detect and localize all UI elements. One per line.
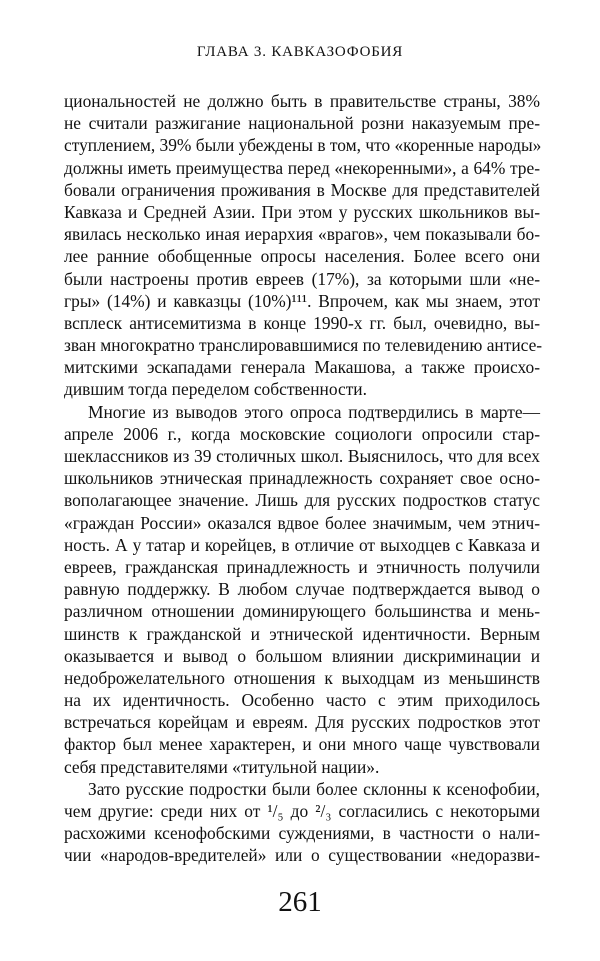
text-line: Зато русские подростки были более склонны к ксенофобии, — [88, 778, 540, 799]
running-head: ГЛАВА 3. КАВКАЗОФОБИЯ — [196, 44, 404, 60]
text-line: зван многократно транслировавшимися по телевидению антисе- — [64, 335, 543, 356]
text-line: равную поддержку. В любом случае подтверждается вывод о — [64, 579, 540, 600]
text-line: не считали разжигание национальной розни наказуемым пре- — [64, 113, 540, 134]
text-line: были настроены против евреев (17%), за которыми шли «не- — [64, 268, 540, 289]
text-line: расхожими ксенофобскими суждениями, в частности о нали- — [64, 823, 540, 844]
text-line: различном отношении доминирующего большинства и мень- — [64, 601, 540, 622]
text-line: оказывается и вывод о большом влиянии дискриминации и — [64, 645, 540, 666]
text-line: явилась несколько иная иерархия «врагов», чем показывали бо- — [64, 224, 540, 245]
text-line: должны иметь преимущества перед «некоренными», а 64% тре- — [64, 157, 540, 178]
page-body — [64, 90, 543, 867]
text-line: «граждан России» оказался вдвое более значимым, чем этнич- — [64, 512, 540, 533]
text-line: апреле 2006 г., когда московские социологи опросили стар- — [64, 423, 540, 444]
text-line: чии «народов-вредителей» или о существовании «недоразви- — [64, 845, 540, 866]
text-line: ность. А у татар и корейцев, в отличие от выходцев с Кавказа и — [64, 534, 540, 555]
text-line: всплеск антисемитизма в конце 1990-х гг. был, очевидно, вы- — [64, 312, 540, 333]
text-line: дившим тогда переделом собственности. — [64, 379, 367, 400]
text-line: бовали ограничения проживания в Москве для представителей — [64, 179, 540, 200]
text-line: ступлением, 39% были убеждены в том, что «коренные народы» — [64, 135, 542, 156]
text-line: гры» (14%) и кавказцы (10%)¹¹¹. Впрочем, как мы знаем, этот — [64, 290, 540, 311]
text-line: на их идентичность. Особенно часто с этим приходилось — [64, 690, 540, 711]
text-line: себя представителями «титульной нации». — [64, 756, 380, 777]
text-line: вополагающее значение. Лишь для русских подростков статус — [64, 490, 540, 511]
text-line: Кавказа и Средней Азии. При этом у русских школьников вы- — [64, 201, 540, 222]
text-line: встречаться корейцам и евреям. Для русских подростков этот — [64, 712, 540, 733]
text-line: лее ранние обобщенные опросы населения. Более всего они — [64, 246, 540, 267]
text-line: евреев, гражданская принадлежность и этничность получили — [64, 556, 540, 577]
text-line: чем другие: среди них от ¹/₅ до ²/₃ согласились с некоторыми — [64, 801, 540, 821]
text-line: митскими эскападами генерала Макашова, а также происхо- — [64, 357, 540, 378]
text-line: школьников этническая принадлежность сохраняет свое осно- — [64, 468, 540, 489]
text-line: недоброжелательного отношения к выходцам из меньшинств — [64, 667, 540, 688]
text-line: фактор был менее характерен, и они много чаще чувствовали — [64, 734, 540, 755]
text-line: шеклассников из 39 столичных школ. Выяснилось, что для всех — [64, 446, 540, 466]
text-line: циональностей не должно быть в правительстве страны, 38% — [64, 91, 540, 111]
text-line: Многие из выводов этого опроса подтвердились в марте— — [88, 401, 540, 422]
text-line: шинств к гражданской и этнической идентичности. Верным — [64, 623, 540, 644]
page-number: 261 — [278, 886, 322, 918]
